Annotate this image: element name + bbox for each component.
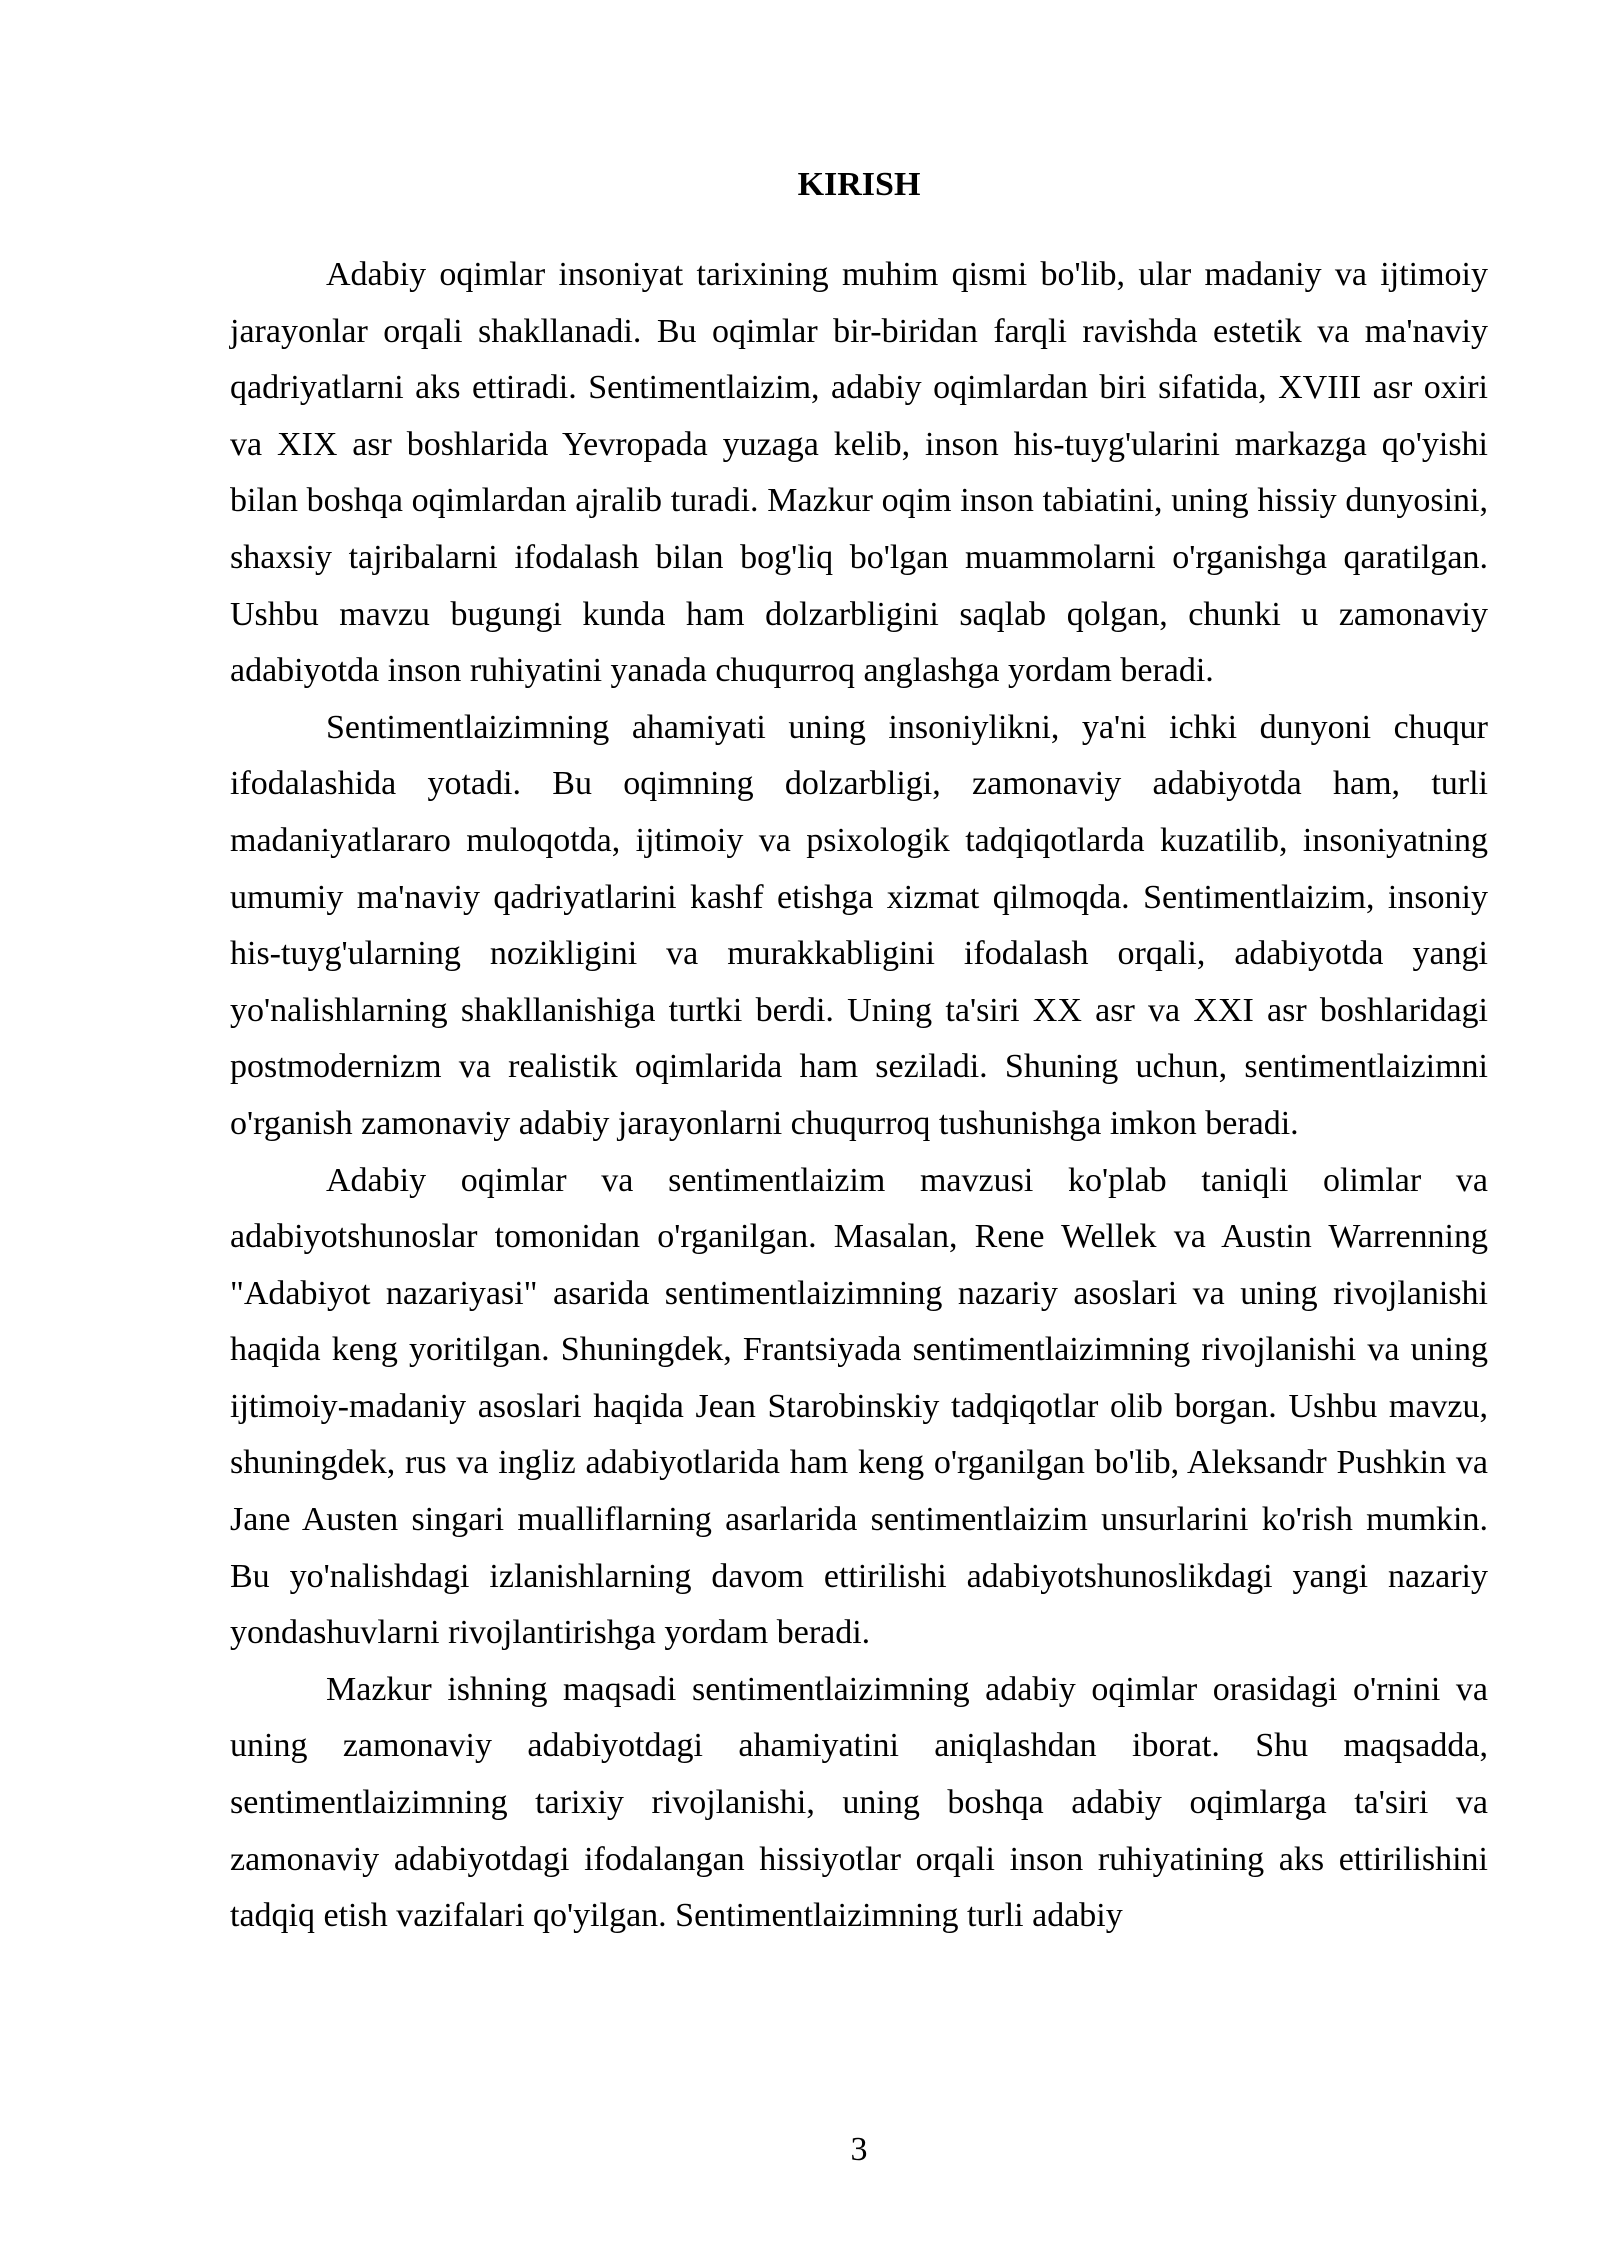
paragraph-3: Adabiy oqimlar va sentimentlaizim mavzusi ko'plab taniqli olimlar va adabiyotshunoslar tomonidan o'rganilgan. Masalan, Rene Wellek va Austin Warrenning "Adabiyot nazariyasi" asarida sentimentlaizimning nazariy asoslari va uning rivojlanishi haqida keng yoritilgan. Shuningdek, Frantsiyada sentimentlaizimning rivojlanishi va uning ijtimoiy-madaniy asoslari haqida Jean Starobinskiy tadqiqotlar olib borgan. Ushbu mavzu, shuningdek, rus va ingliz adabiyotlarida ham keng o'rganilgan bo'lib, Aleksandr Pushkin va Jane Austen singari mualliflarning asarlarida sentimentlaizim unsurlarini ko'rish mumkin. Bu yo'nalishdagi izlanishlarning davom ettirilishi adabiyotshunoslikdagi yangi nazariy yondashuvlarni rivojlantirishga yordam beradi. [230,1161,1488,1652]
paragraph-4: Mazkur ishning maqsadi sentimentlaizimning adabiy oqimlar orasidagi o'rnini va uning zamonaviy adabiyotdagi ahamiyatini aniqlashdan iborat. Shu maqsadda, sentimentlaizimning tarixiy rivojlanishi, uning boshqa adabiy oqimlarga ta'siri va zamonaviy adabiyotdagi ifodalangan hissiyotlar orqali inson ruhiyatining aks ettirilishini tadqiq etish vazifalari qo'yilgan. Sentimentlaizimning turli adabiy [230,1670,1488,1935]
paragraph-1: Adabiy oqimlar insoniyat tarixining muhim qismi bo'lib, ular madaniy va ijtimoiy jarayonlar orqali shakllanadi. Bu oqimlar bir-biridan farqli ravishda estetik va ma'naviy qadriyatlarni aks ettiradi. Sentimentlaizim, adabiy oqimlardan biri sifatida, XVIII asr oxiri va XIX asr boshlarida Yevropada yuzaga kelib, inson his-tuyg'ularini markazga qo'yishi bilan boshqa oqimlardan ajralib turadi. Mazkur oqim inson tabiatini, uning hissiy dunyosini, shaxsiy tajribalarni ifodalash bilan bog'liq bo'lgan muammolarni o'rganishga qaratilgan. Ushbu mavzu bugungi kunda ham dolzarbligini saqlab qolgan, chunki u zamonaviy adabiyotda inson ruhiyatini yanada chuqurroq anglashga yordam beradi. [230,256,1488,690]
section-heading: KIRISH [797,166,921,203]
body-text [230,247,1488,1945]
page-number: 3 [850,2131,868,2168]
paragraph-2: Sentimentlaizimning ahamiyati uning insoniylikni, ya'ni ichki dunyoni chuqur ifodalashida yotadi. Bu oqimning dolzarbligi, zamonaviy adabiyotda ham, turli madaniyatlararo muloqotda, ijtimoiy va psixologik tadqiqotlarda kuzatilib, insoniyatning umumiy ma'naviy qadriyatlarini kashf etishga xizmat qilmoqda. Sentimentlaizim, insoniy his-tuyg'ularning nozikligini va murakkabligini ifodalash orqali, adabiyotda yangi yo'nalishlarning shakllanishiga turtki berdi. Uning ta'siri XX asr va XXI asr boshlaridagi postmodernizm va realistik oqimlarida ham seziladi. Shuning uchun, sentimentlaizimni o'rganish zamonaviy adabiy jarayonlarni chuqurroq tushunishga imkon beradi. [230,708,1488,1142]
